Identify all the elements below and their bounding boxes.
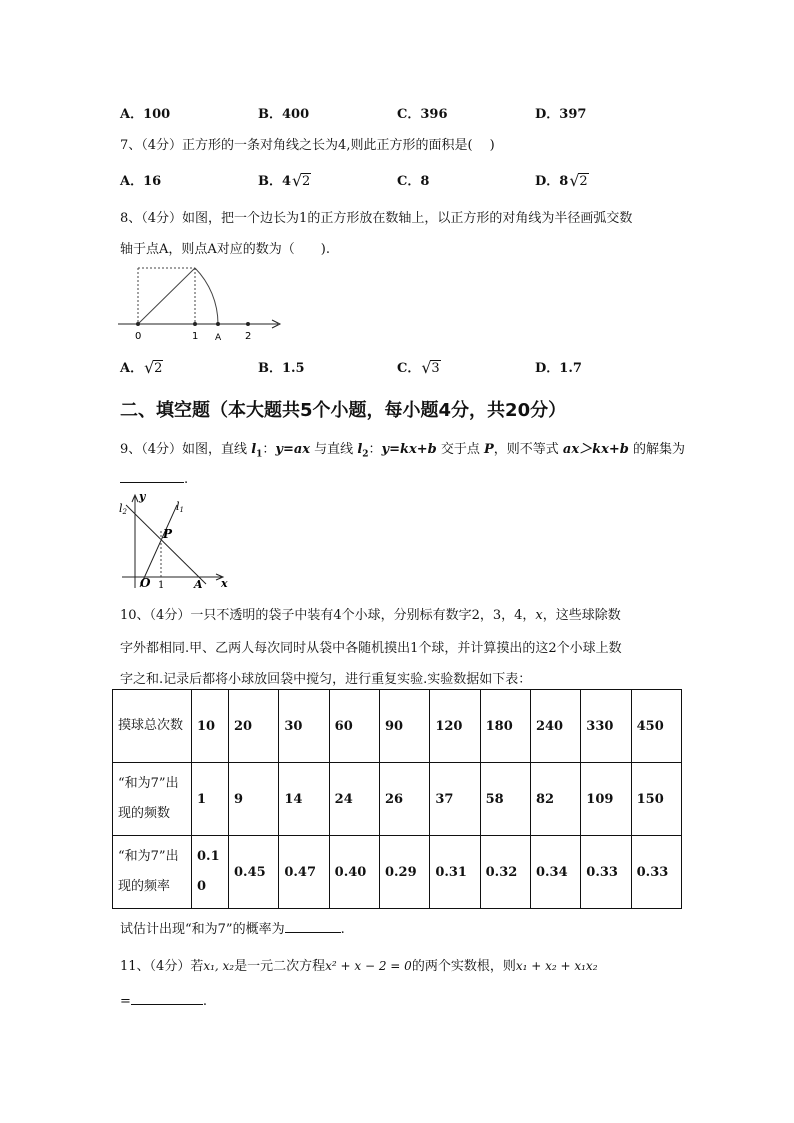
line-l2 [126, 505, 206, 584]
q11-text: 11、（4分）若x₁, x₂是一元二次方程x² + x − 2 = 0的两个实数根，则x₁ + x₂ + x₁x₂ [120, 959, 598, 974]
table-cell: 0.33 [631, 836, 681, 909]
q7-option-b: B．4 √ 2 [258, 171, 311, 190]
q6-option-a: A．100 [120, 107, 171, 122]
table-cell: 330 [581, 690, 631, 763]
q6-option-d: D．397 [535, 107, 587, 122]
table-cell: 37 [430, 763, 480, 836]
experiment-table [112, 689, 682, 909]
q9-text: 9、（4分）如图，直线 $l_1$：y=ax 与直线 $l_2$：y=kx+b 交于点 P，则不等式 ax＞kx+b 的解集为 [120, 442, 685, 460]
line-l1 [140, 505, 177, 587]
table-row [113, 690, 682, 763]
table-cell: 82 [530, 763, 580, 836]
q8-option-d: D．1.7 [535, 361, 582, 376]
table-cell: 24 [329, 763, 379, 836]
table-cell: 1 [192, 763, 229, 836]
q7-option-a: A．16 [120, 174, 162, 189]
label-0: 0 [135, 331, 142, 342]
table-cell: 150 [631, 763, 681, 836]
table-cell: 30 [279, 690, 329, 763]
table-row [113, 763, 682, 836]
q9-coordinate-figure [116, 490, 236, 590]
table-cell: 9 [229, 763, 279, 836]
label-l1: l1 [176, 500, 184, 514]
table-cell: 60 [329, 690, 379, 763]
q11-answer-line: = . [120, 994, 208, 1009]
table-cell: 26 [379, 763, 429, 836]
table-cell: 20 [229, 690, 279, 763]
point-0 [136, 322, 140, 326]
table-cell: 180 [480, 690, 530, 763]
table-row [113, 836, 682, 909]
table-cell: 0.34 [530, 836, 580, 909]
label-a: A [194, 578, 203, 590]
q10-line1: 10、（4分）一只不透明的袋子中装有4个小球，分别标有数字2，3，4，x，这些球除数 [120, 608, 621, 623]
q8-line2: 轴于点A，则点A对应的数为（ ). [120, 242, 330, 257]
q6-option-c: C．396 [397, 107, 448, 122]
radius-arc [195, 268, 218, 324]
q10-after: 试估计出现“和为7”的概率为 . [120, 922, 345, 937]
q10-line2: 字外都相同.甲、乙两人每次同时从袋中各随机摸出1个球，并计算摸出的这2个小球上数 [120, 641, 622, 656]
section-title: 二、填空题（本大题共5个小题，每小题4分，共20分） [120, 400, 567, 421]
table-cell: 120 [430, 690, 480, 763]
answer-blank [120, 470, 184, 483]
table-cell: 0.47 [279, 836, 329, 909]
label-o: O [140, 576, 151, 590]
table-cell: 0.32 [480, 836, 530, 909]
sqrt-symbol: √ 2 [144, 358, 163, 377]
table-cell: 0.31 [430, 836, 480, 909]
q8-option-c: C． √ 3 [397, 358, 440, 377]
table-row-header: “和为7”出现的频数 [113, 763, 192, 836]
q6-option-b: B．400 [258, 107, 310, 122]
table-cell: 10 [192, 690, 229, 763]
table-cell: 0.29 [379, 836, 429, 909]
table-cell: 0.40 [329, 836, 379, 909]
table-row-header: 摸球总次数 [113, 690, 192, 763]
q9-answer-line: . [120, 470, 188, 487]
table-cell: 0.33 [581, 836, 631, 909]
square-diagonal [138, 268, 195, 324]
label-x: x [221, 577, 228, 590]
point-2 [246, 322, 250, 326]
table-cell: 0.45 [229, 836, 279, 909]
label-1: 1 [192, 331, 199, 342]
table-cell: 90 [379, 690, 429, 763]
q8-option-b: B．1.5 [258, 361, 305, 376]
table-row-header: “和为7”出现的频率 [113, 836, 192, 909]
sqrt-symbol: √ 3 [421, 358, 440, 377]
table-cell: 0.10 [192, 836, 229, 909]
answer-blank [131, 992, 203, 1005]
label-l2: l2 [119, 502, 127, 516]
q8-option-a: A． √ 2 [120, 358, 163, 377]
table-cell: 14 [279, 763, 329, 836]
table-cell: 240 [530, 690, 580, 763]
q8-number-line-figure [118, 262, 288, 342]
table-cell: 58 [480, 763, 530, 836]
point-a [216, 322, 220, 326]
point-1 [193, 322, 197, 326]
label-a: A [215, 333, 222, 342]
answer-blank [285, 920, 341, 933]
table-cell: 450 [631, 690, 681, 763]
q10-line3: 字之和.记录后都将小球放回袋中搅匀，进行重复实验.实验数据如下表： [120, 672, 532, 687]
label-one: 1 [158, 580, 165, 590]
q7-text: 7、（4分）正方形的一条对角线之长为4,则此正方形的面积是( ) [120, 138, 495, 153]
q7-option-d: D．8 √ 2 [535, 171, 588, 190]
label-p: P [163, 527, 173, 541]
q8-line1: 8、（4分）如图，把一个边长为1的正方形放在数轴上，以正方形的对角线为半径画弧交数 [120, 211, 633, 226]
q7-option-c: C．8 [397, 174, 430, 189]
label-y: y [139, 490, 146, 503]
sqrt-symbol: √ 2 [569, 171, 588, 190]
table-cell: 109 [581, 763, 631, 836]
sqrt-symbol: √ 2 [292, 171, 311, 190]
label-2: 2 [245, 331, 252, 342]
